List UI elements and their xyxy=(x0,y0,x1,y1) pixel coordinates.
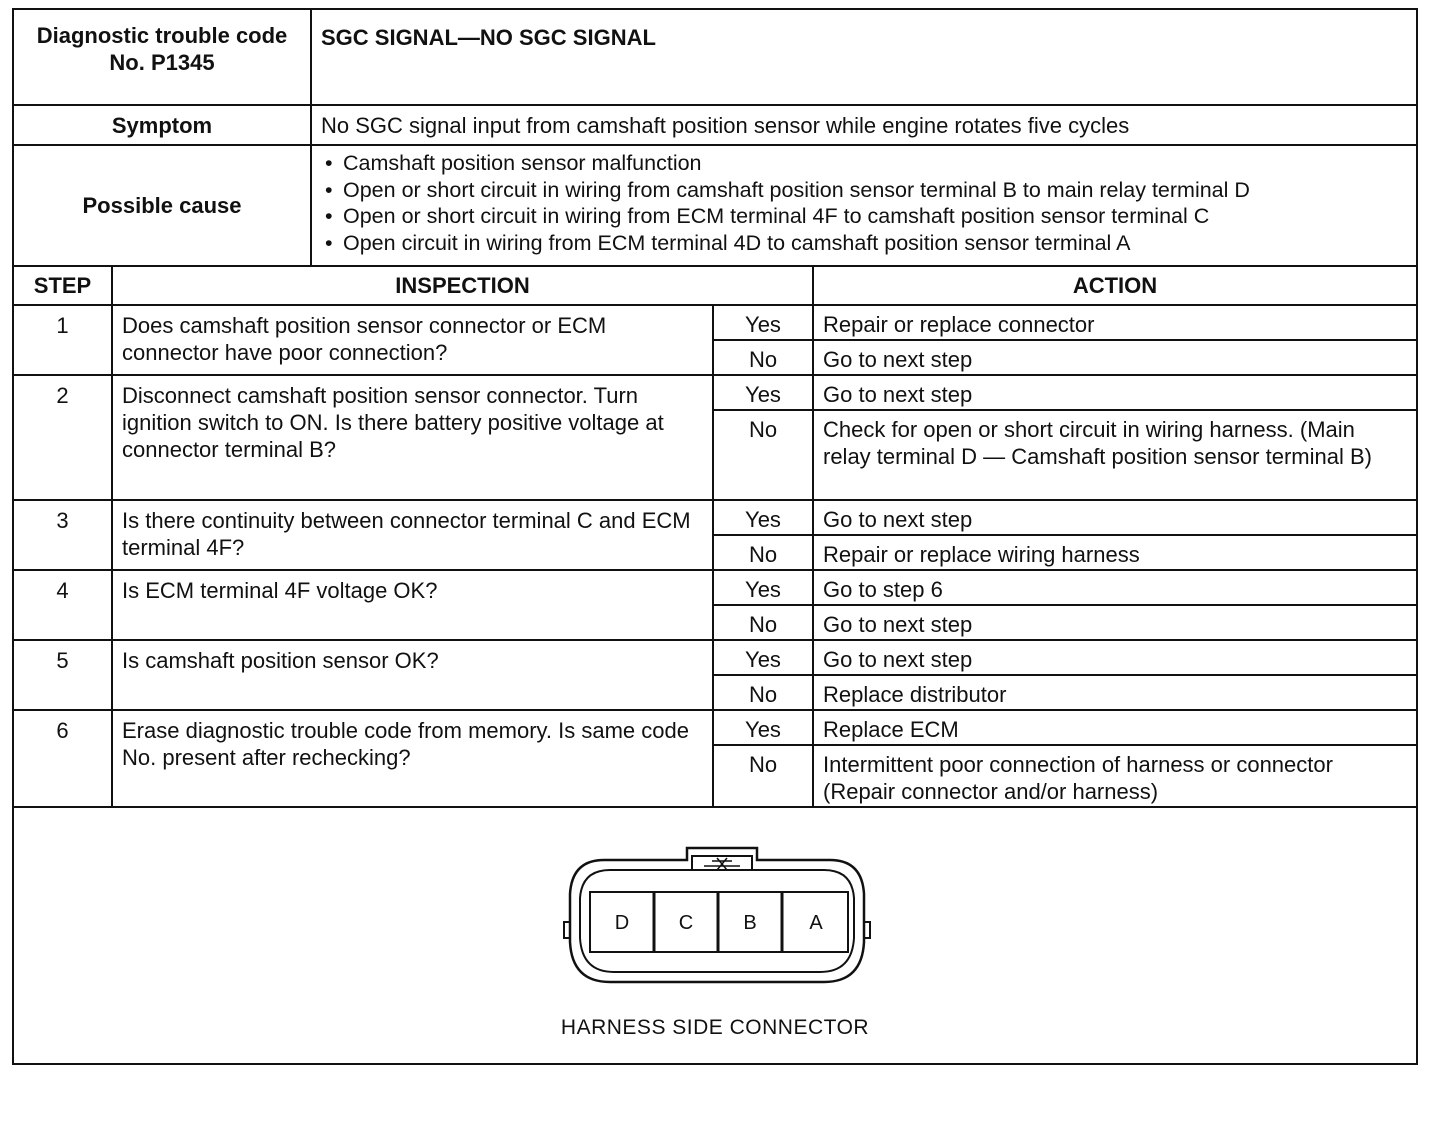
step-inspection: Is there continuity between connector terminal C and ECM terminal 4F? xyxy=(112,500,713,570)
step-number: 2 xyxy=(13,375,112,500)
action-header: ACTION xyxy=(813,266,1417,305)
answer-no: No xyxy=(713,340,813,375)
action-yes: Repair or replace connector xyxy=(813,305,1417,340)
answer-no: No xyxy=(713,605,813,640)
step-inspection: Disconnect camshaft position sensor connector. Turn ignition switch to ON. Is there battery positive voltage at connector terminal B? xyxy=(112,375,713,500)
answer-no: No xyxy=(713,745,813,807)
action-yes: Go to next step xyxy=(813,500,1417,535)
step-inspection: Is ECM terminal 4F voltage OK? xyxy=(112,570,713,640)
answer-yes: Yes xyxy=(713,375,813,410)
step-header: STEP xyxy=(13,266,112,305)
answer-yes: Yes xyxy=(713,710,813,745)
possible-cause-cell xyxy=(311,145,1417,266)
cause-item: • Open circuit in wiring from ECM terminal 4D to camshaft position sensor terminal A xyxy=(321,230,1407,257)
cause-item: • Camshaft position sensor malfunction xyxy=(321,150,1407,177)
answer-no: No xyxy=(713,535,813,570)
harness-connector-diagram xyxy=(562,842,872,992)
action-yes: Replace ECM xyxy=(813,710,1417,745)
terminal-c-label: C xyxy=(678,912,694,934)
answer-yes: Yes xyxy=(713,305,813,340)
action-no: Go to next step xyxy=(813,605,1417,640)
step-number: 1 xyxy=(13,305,112,375)
answer-no: No xyxy=(713,410,813,500)
connector-caption: HARNESS SIDE CONNECTOR xyxy=(560,1016,870,1039)
step-number: 6 xyxy=(13,710,112,807)
answer-yes: Yes xyxy=(713,570,813,605)
diagnostic-table xyxy=(12,8,1418,1065)
action-yes: Go to step 6 xyxy=(813,570,1417,605)
step-number: 5 xyxy=(13,640,112,710)
possible-cause-label: Possible cause xyxy=(13,145,311,266)
step-inspection: Erase diagnostic trouble code from memory. Is same code No. present after rechecking? xyxy=(112,710,713,807)
step-number: 3 xyxy=(13,500,112,570)
terminal-b-label: B xyxy=(743,912,757,934)
cause-item: • Open or short circuit in wiring from ECM terminal 4F to camshaft position sensor terminal C xyxy=(321,203,1407,230)
terminal-d-label: D xyxy=(614,912,630,934)
action-no: Go to next step xyxy=(813,340,1417,375)
step-inspection: Does camshaft position sensor connector or ECM connector have poor connection? xyxy=(112,305,713,375)
action-yes: Go to next step xyxy=(813,640,1417,675)
action-no: Replace distributor xyxy=(813,675,1417,710)
step-inspection: Is camshaft position sensor OK? xyxy=(112,640,713,710)
terminal-a-label: A xyxy=(809,912,823,934)
connector-diagram-cell xyxy=(13,807,1417,1064)
answer-no: No xyxy=(713,675,813,710)
symptom-label: Symptom xyxy=(13,105,311,145)
step-number: 4 xyxy=(13,570,112,640)
symptom-text: No SGC signal input from camshaft position sensor while engine rotates five cycles xyxy=(311,105,1417,145)
answer-yes: Yes xyxy=(713,500,813,535)
inspection-header: INSPECTION xyxy=(112,266,813,305)
dtc-title: SGC SIGNAL—NO SGC SIGNAL xyxy=(311,9,1417,105)
answer-yes: Yes xyxy=(713,640,813,675)
action-no: Repair or replace wiring harness xyxy=(813,535,1417,570)
latch-mark xyxy=(704,858,740,870)
dtc-label: Diagnostic trouble code No. P1345 xyxy=(13,9,311,105)
action-no: Check for open or short circuit in wiring harness. (Main relay terminal D — Camshaft position sensor terminal B) xyxy=(813,410,1417,500)
possible-cause-list xyxy=(321,150,1407,256)
action-yes: Go to next step xyxy=(813,375,1417,410)
cause-item: • Open or short circuit in wiring from camshaft position sensor terminal B to main relay terminal D xyxy=(321,177,1407,204)
action-no: Intermittent poor connection of harness or connector (Repair connector and/or harness) xyxy=(813,745,1417,807)
